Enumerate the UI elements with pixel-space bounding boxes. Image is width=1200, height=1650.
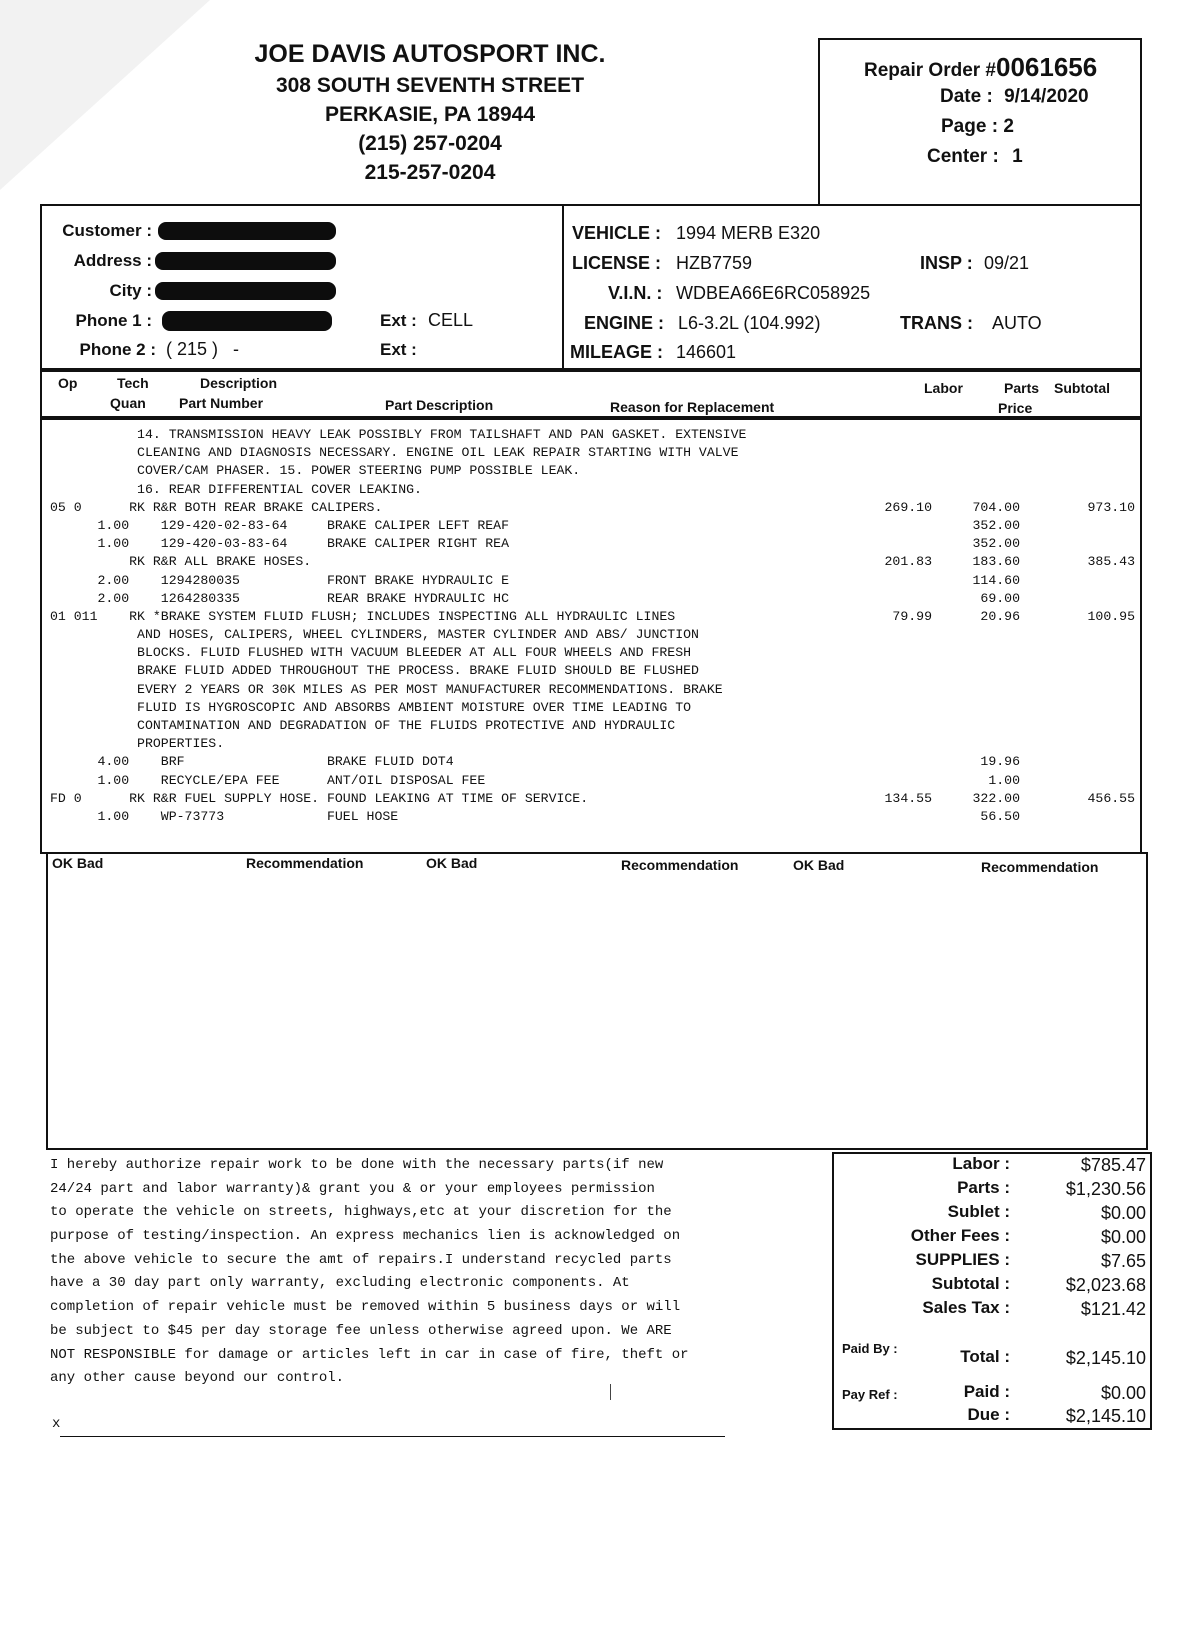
sublet-value: $0.00 — [1100, 1203, 1146, 1223]
col-part-number: Part Number — [179, 395, 264, 411]
rec-okbad-2: OK Bad — [426, 855, 478, 871]
parts-total-value: $1,230.56 — [1065, 1179, 1146, 1199]
line-item-row — [50, 791, 1140, 809]
line-item-text: 1.00 129-420-02-83-64 BRAKE CALIPER LEFT REAF — [50, 517, 509, 533]
line-item-text: 1.00 RECYCLE/EPA FEE ANT/OIL DISPOSAL FEE — [50, 772, 486, 788]
line-item-row — [50, 700, 1140, 718]
line-item-row — [50, 573, 1140, 591]
city-label: City : — [109, 281, 152, 300]
ext1-value: CELL — [428, 310, 474, 330]
repair-order-box — [818, 38, 1142, 206]
authorization-line: NOT RESPONSIBLE for damage or articles left in car in case of fire, theft or — [50, 1346, 689, 1363]
line-item-row — [50, 645, 1140, 663]
col-description: Description — [200, 375, 278, 391]
line-item-text: RK R&R ALL BRAKE HOSES. — [50, 554, 312, 570]
paid-label: Paid : — [963, 1382, 1010, 1401]
col-part-description: Part Description — [385, 397, 494, 413]
phone1-label: Phone 1 : — [75, 311, 152, 330]
line-item-row — [50, 482, 1140, 500]
line-item-subtotal: 100.95 — [1087, 608, 1135, 624]
supplies-value: $7.65 — [1100, 1251, 1146, 1271]
line-item-text: 16. REAR DIFFERENTIAL COVER LEAKING. — [50, 481, 422, 497]
line-item-row — [50, 663, 1140, 681]
line-item-row — [50, 609, 1140, 627]
paid-value: $0.00 — [1100, 1383, 1146, 1403]
line-item-parts: 114.60 — [972, 572, 1020, 588]
signature-line[interactable] — [60, 1436, 725, 1437]
sales-tax-value: $121.42 — [1080, 1299, 1146, 1319]
shop-header — [210, 40, 650, 185]
other-fees-label: Other Fees : — [910, 1226, 1010, 1245]
authorization-line: completion of repair vehicle must be removed within 5 business days or will — [50, 1299, 681, 1316]
line-item-labor: 134.55 — [884, 790, 932, 806]
line-item-text: COVER/CAM PHASER. 15. POWER STEERING PUMP POSSIBLE LEAK. — [50, 463, 581, 479]
authorization-line: 24/24 part and labor warranty)& grant you & or your employees permission — [50, 1180, 655, 1197]
recommendations-box — [46, 852, 1148, 1150]
shop-street: 308 SOUTH SEVENTH STREET — [275, 74, 585, 97]
order-center — [927, 146, 1023, 168]
engine-label: ENGINE : — [584, 313, 665, 333]
mileage-label: MILEAGE : — [570, 342, 663, 362]
mileage-value: 146601 — [676, 342, 737, 362]
redacted-address — [155, 252, 336, 270]
line-item-labor: 269.10 — [884, 499, 932, 515]
date-label: Date : — [940, 86, 993, 107]
vin-value: WDBEA66E6RC058925 — [676, 283, 871, 303]
line-item-parts: 20.96 — [980, 608, 1020, 624]
shop-phone-alt: 215-257-0204 — [364, 161, 496, 184]
redacted-city — [155, 282, 336, 300]
order-date — [940, 86, 1089, 108]
grand-total-label: Total : — [960, 1347, 1010, 1366]
rec-label-3: Recommendation — [981, 859, 1099, 875]
page-value: 2 — [1003, 116, 1014, 137]
authorization-line: have a 30 day part only warranty, excluding electronic components. At — [50, 1275, 630, 1292]
order-page — [941, 116, 1014, 138]
authorization-line: any other cause beyond our control. — [50, 1370, 345, 1387]
other-fees-value: $0.00 — [1100, 1227, 1146, 1247]
col-reason: Reason for Replacement — [610, 399, 775, 415]
rec-okbad-3: OK Bad — [793, 857, 845, 873]
line-item-parts: 56.50 — [980, 808, 1020, 824]
line-item-text: 1.00 WP-73773 FUEL HOSE — [50, 808, 399, 824]
line-item-text: 05 0 RK R&R BOTH REAR BRAKE CALIPERS. — [50, 499, 383, 515]
insp-label: INSP : — [920, 253, 973, 273]
center-value: 1 — [1012, 146, 1023, 167]
line-item-row — [50, 627, 1140, 645]
line-item-subtotal: 456.55 — [1087, 790, 1135, 806]
line-item-parts: 19.96 — [980, 754, 1020, 770]
col-tech: Tech — [117, 375, 149, 391]
line-item-labor: 201.83 — [884, 554, 932, 570]
line-item-row — [50, 773, 1140, 791]
address-label: Address : — [73, 251, 152, 270]
line-item-row — [50, 518, 1140, 536]
line-item-parts: 352.00 — [972, 536, 1020, 552]
divider — [562, 206, 564, 368]
signature-x: x — [52, 1416, 61, 1432]
trans-value: AUTO — [992, 313, 1042, 333]
shop-name: JOE DAVIS AUTOSPORT INC. — [254, 40, 606, 68]
col-price: Price — [998, 400, 1033, 416]
line-item-subtotal: 385.43 — [1087, 554, 1135, 570]
rec-okbad-1: OK Bad — [52, 855, 104, 871]
line-item-text: PROPERTIES. — [50, 736, 225, 752]
authorization-line: to operate the vehicle on streets, highways,etc at your discretion for the — [50, 1204, 672, 1221]
repair-order-number — [864, 52, 1097, 83]
rec-label-1: Recommendation — [246, 855, 364, 871]
vin-label: V.I.N. : — [608, 283, 663, 303]
line-item-text: AND HOSES, CALIPERS, WHEEL CYLINDERS, MASTER CYLINDER AND ABS/ JUNCTION — [50, 627, 699, 643]
line-items — [50, 427, 1140, 827]
line-item-parts: 322.00 — [972, 790, 1020, 806]
grand-total-value: $2,145.10 — [1065, 1348, 1146, 1368]
labor-total-value: $785.47 — [1080, 1155, 1146, 1175]
authorization-line: the above vehicle to secure the amt of repairs.I understand recycled parts — [50, 1251, 672, 1268]
line-item-row — [50, 682, 1140, 700]
redacted-phone1 — [162, 311, 332, 331]
repair-order-value: 0061656 — [996, 52, 1098, 82]
col-op: Op — [58, 375, 78, 391]
line-item-row — [50, 445, 1140, 463]
customer-label: Customer : — [62, 221, 152, 240]
line-item-text: CONTAMINATION AND DEGRADATION OF THE FLUIDS PROTECTIVE AND HYDRAULIC — [50, 718, 676, 733]
line-item-text: EVERY 2 YEARS OR 30K MILES AS PER MOST MANUFACTURER RECOMMENDATIONS. BRAKE — [50, 681, 723, 697]
line-item-parts: 352.00 — [972, 517, 1020, 533]
col-quan: Quan — [110, 395, 146, 411]
line-item-parts: 1.00 — [988, 772, 1020, 788]
due-value: $2,145.10 — [1065, 1406, 1146, 1426]
authorization-line: I hereby authorize repair work to be done with the necessary parts(if new — [50, 1157, 664, 1173]
license-label: LICENSE : — [572, 253, 662, 273]
line-item-row — [50, 427, 1140, 445]
pay-ref-label: Pay Ref : — [842, 1387, 898, 1402]
labor-total-label: Labor : — [952, 1154, 1010, 1173]
line-item-row — [50, 754, 1140, 772]
line-item-row — [50, 554, 1140, 572]
sublet-label: Sublet : — [947, 1202, 1010, 1221]
line-item-parts: 69.00 — [980, 590, 1020, 606]
line-item-row — [50, 591, 1140, 609]
col-subtotal: Subtotal — [1054, 380, 1110, 396]
date-value: 9/14/2020 — [1004, 86, 1089, 107]
line-item-text: BLOCKS. FLUID FLUSHED WITH VACUUM BLEEDER AT ALL FOUR WHEELS AND FRESH — [50, 645, 692, 661]
line-item-subtotal: 973.10 — [1087, 499, 1135, 515]
authorization-line: be subject to $45 per day storage fee unless otherwise agreed upon. We ARE — [50, 1322, 672, 1339]
line-item-text: CLEANING AND DIAGNOSIS NECESSARY. ENGINE OIL LEAK REPAIR STARTING WITH VALVE — [50, 445, 739, 461]
col-labor: Labor — [924, 380, 963, 396]
line-item-parts: 183.60 — [972, 554, 1020, 570]
line-item-text: 4.00 BRF BRAKE FLUID DOT4 — [50, 754, 454, 770]
page-label: Page : — [941, 116, 999, 137]
authorization-line: purpose of testing/inspection. An express mechanics lien is acknowledged on — [50, 1228, 681, 1245]
line-item-text: 2.00 1264280335 REAR BRAKE HYDRAULIC HC — [50, 590, 509, 606]
shop-phone: (215) 257-0204 — [358, 132, 502, 155]
sales-tax-label: Sales Tax : — [922, 1298, 1010, 1317]
ext2-label: Ext : — [380, 340, 417, 359]
line-item-text: 1.00 129-420-03-83-64 BRAKE CALIPER RIGHT REA — [50, 536, 509, 552]
authorization-text — [50, 1157, 689, 1394]
phone2-label: Phone 2 : — [79, 340, 156, 359]
phone2-value: ( 215 ) - — [166, 339, 240, 359]
license-value: HZB7759 — [676, 253, 753, 273]
parts-total-label: Parts : — [957, 1178, 1010, 1197]
line-item-row — [50, 809, 1140, 827]
trans-label: TRANS : — [900, 313, 973, 333]
line-item-row — [50, 718, 1140, 736]
line-item-text: 01 011 RK *BRAKE SYSTEM FLUID FLUSH; INCLUDES INSPECTING ALL HYDRAULIC LINES — [50, 608, 676, 624]
vehicle-value: 1994 MERB E320 — [676, 223, 821, 243]
stray-mark — [610, 1384, 611, 1400]
ext1-label: Ext : — [380, 311, 417, 330]
subtotal-value: $2,023.68 — [1065, 1275, 1146, 1295]
repair-order-label: Repair Order # — [864, 60, 996, 81]
center-label: Center : — [927, 146, 999, 167]
due-label: Due : — [967, 1405, 1010, 1424]
scan-fold-shadow — [0, 0, 210, 190]
rec-label-2: Recommendation — [621, 857, 739, 873]
engine-value: L6-3.2L (104.992) — [678, 313, 821, 333]
line-item-text: 14. TRANSMISSION HEAVY LEAK POSSIBLY FROM TAILSHAFT AND PAN GASKET. EXTENSIVE — [50, 427, 747, 442]
line-item-row — [50, 463, 1140, 481]
subtotal-label: Subtotal : — [931, 1274, 1010, 1293]
vehicle-label: VEHICLE : — [572, 223, 662, 243]
paid-by-label: Paid By : — [842, 1341, 898, 1356]
supplies-label: SUPPLIES : — [915, 1250, 1010, 1269]
col-parts: Parts — [1004, 380, 1040, 396]
line-item-text: FLUID IS HYGROSCOPIC AND ABSORBS AMBIENT MOISTURE OVER TIME LEADING TO — [50, 699, 692, 715]
line-item-row — [50, 736, 1140, 754]
redacted-customer — [158, 222, 336, 240]
line-item-row — [50, 536, 1140, 554]
line-item-labor: 79.99 — [892, 608, 932, 624]
line-item-parts: 704.00 — [972, 499, 1020, 515]
line-item-text: FD 0 RK R&R FUEL SUPPLY HOSE. FOUND LEAKING AT TIME OF SERVICE. — [50, 790, 589, 806]
insp-value: 09/21 — [984, 253, 1030, 273]
line-item-row — [50, 500, 1140, 518]
line-item-text: 2.00 1294280035 FRONT BRAKE HYDRAULIC E — [50, 572, 509, 588]
line-item-text: BRAKE FLUID ADDED THROUGHOUT THE PROCESS. BRAKE FLUID SHOULD BE FLUSHED — [50, 663, 699, 679]
shop-city: PERKASIE, PA 18944 — [324, 103, 536, 126]
